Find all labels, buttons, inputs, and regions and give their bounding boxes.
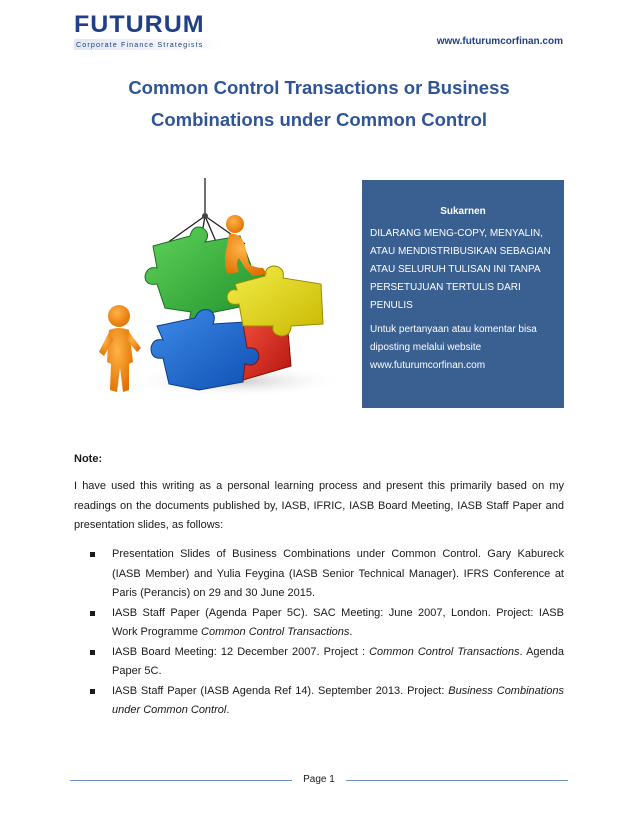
reference-item bbox=[74, 604, 564, 643]
crane-hook-icon bbox=[202, 213, 208, 219]
reference-tail: . bbox=[226, 704, 230, 716]
reference-text: Presentation Slides of Business Combinations under Common Control. Gary Kabureck (IASB Member) and Yulia Feygina (IASB Senior Technical Manager). IFRS Conference at Paris (Perancis) on 29 and 30 June 2015. bbox=[112, 548, 564, 599]
reference-italic: Common Control Transactions bbox=[201, 626, 350, 638]
reference-text: IASB Staff Paper (IASB Agenda Ref 14). September 2013. Project: bbox=[112, 684, 449, 697]
reference-text: IASB Staff Paper (Agenda Paper 5C). SAC Meeting: June 2007, London. Project: IASB Work Programme bbox=[112, 606, 564, 638]
bullet-icon bbox=[90, 650, 95, 655]
puzzle-illustration bbox=[95, 176, 335, 406]
copyright-notice-box bbox=[362, 180, 564, 408]
copy-warning: DILARANG MENG-COPY, MENYALIN, ATAU MENDISTRIBUSIKAN SEBAGIAN ATAU SELURUH TULISAN INI TANPA PERSETUJUAN TERTULIS DARI PENULIS bbox=[370, 228, 551, 311]
reference-item bbox=[74, 643, 564, 682]
reference-text: IASB Board Meeting: 12 December 2007. Project : bbox=[112, 645, 370, 658]
bullet-icon bbox=[90, 689, 95, 694]
orange-figure-climbing bbox=[225, 215, 267, 276]
logo-name: FUTURUM bbox=[74, 11, 205, 38]
reference-italic: Common Control Transactions bbox=[369, 645, 520, 658]
reference-item bbox=[74, 682, 564, 721]
author-name: Sukarnen bbox=[440, 206, 486, 217]
futurum-logo bbox=[74, 13, 224, 50]
reference-tail: . Agenda Paper 5C. bbox=[112, 645, 564, 677]
reference-tail: . bbox=[349, 626, 353, 638]
footer-divider-left bbox=[70, 780, 292, 781]
reference-italic: Business Combinations under Common Control bbox=[112, 684, 565, 716]
page-number: Page 1 bbox=[303, 774, 335, 785]
note-heading: Note: bbox=[74, 453, 103, 465]
note-intro: I have used this writing as a personal learning process and present this primarily based on my readings on the documents published by, IASB, IFRIC, IASB Board Meeting, IASB Staff Paper and presentation slides, as follows: bbox=[74, 480, 564, 531]
title-line-1: Common Control Transactions or Business bbox=[128, 77, 510, 98]
logo-tagline: Corporate Finance Strategists bbox=[74, 39, 224, 50]
reference-list bbox=[74, 545, 564, 721]
header-website: www.futurumcorfinan.com bbox=[436, 36, 563, 47]
reference-item bbox=[74, 545, 564, 604]
document-title bbox=[70, 72, 568, 136]
title-line-2: Combinations under Common Control bbox=[150, 109, 488, 130]
contact-note: Untuk pertanyaan atau komentar bisa diposting melalui website www.futurumcorfinan.com bbox=[370, 324, 537, 371]
bullet-icon bbox=[90, 611, 95, 616]
footer-divider-right bbox=[346, 780, 568, 781]
bullet-icon bbox=[90, 552, 95, 557]
